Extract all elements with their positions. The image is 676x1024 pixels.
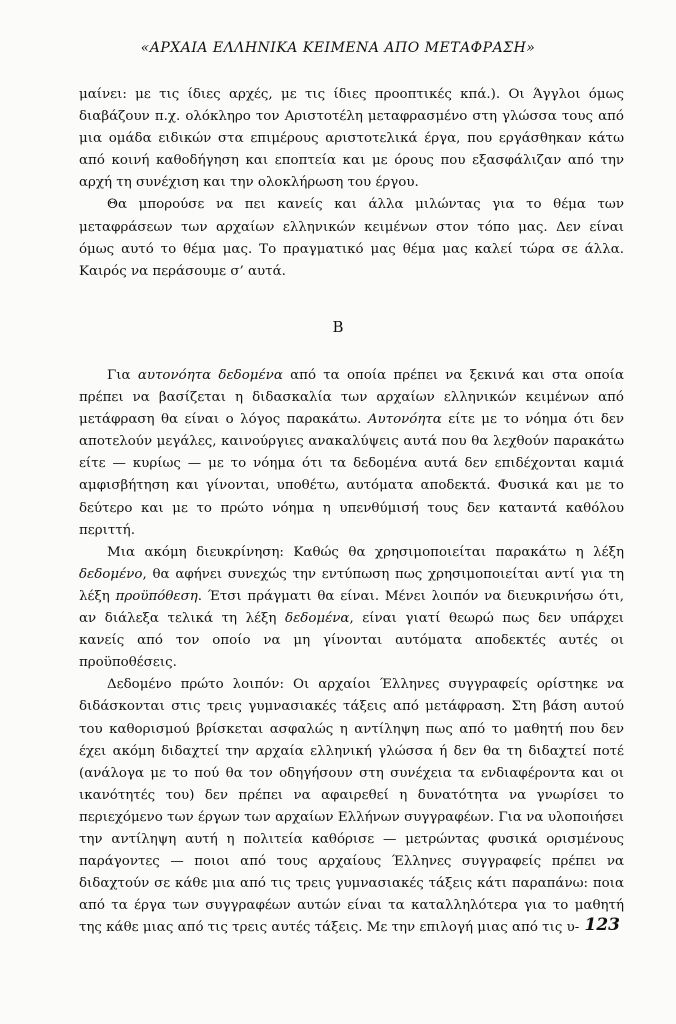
running-title: «ΑΡΧΑΙΑ ΕΛΛΗΝΙΚΑ ΚΕΙΜΕΝΑ ΑΠΟ ΜΕΤΑΦΡΑΣΗ» [140,40,536,56]
emphasis: Αυτονόητα [367,412,442,428]
emphasis: αυτονόητα δεδομένα [137,368,283,383]
section-heading: Β [332,318,344,336]
text-run: . Έτσι πράγματι θα είναι. Μένει λοιπόν να διευκρινήσω ότι, αν διάλεξα τελικά τη λέξη [79,588,624,627]
paragraph: μαίνει: με τις ίδιες αρχές, με τις ίδιες προοπτικές κπά.). Οι Άγγλοι όμως διαβάζουν π.χ. ολόκληρο τον Αριστοτέλη μεταφρασμένο στη γλώσσα τους από μια ομάδα ειδικών στα επιμέρους αριστοτελικά έργα, που εργάσθηκαν κάτω από κοινή καθοδήγηση και εποπτεία και με όρους που εξασφάλιζαν από την αρχή τη συνέχιση και την ολοκλήρωση του έργου. [79,87,624,191]
text-run: Για [107,368,138,383]
emphasis: δεδομένα [285,611,350,627]
page-number: 123 [584,915,620,935]
paragraph: Δεδομένο πρώτο λοιπόν: Οι αρχαίοι Έλληνες συγγραφείς ορίστηκε να διδάσκονται στις τρεις γυμνασιακές τάξεις από μετάφραση. Στη βάση αυτού του καθορισμού βρίσκεται ασφαλώς η αντίληψη πως από το μαθητή που δεν έχει ακόμη διδαχτεί την αρχαία ελληνική γλώσσα ή δεν θα τη διδαχτεί ποτέ (ανάλογα με το πού θα τον οδηγήσουν στη συνέχεια τα ενδιαφέροντα και οι ικανότητές του) δεν πρέπει να αφαιρεθεί η δυνατότητα να γνωρίσει το περιεχόμενο των έργων των αρχαίων Ελλήνων συγγραφέων. Για να υλοποιήσει την αντίληψη αυτή η πολιτεία καθόρισε — μετρώντας φυσικά ορισμένους παράγοντες — ποιοι από τους αρχαίους Έλληνες συγγραφείς πρέπει να διδαχτούν σε κάθε μια από τις τρεις γυμνασιακές τάξεις κάτι παραπάνω: ποια από τα έργα των συγγραφέων αυτών είναι τα καταλληλότερα για το μαθητή της κάθε μιας από τις τρεις αυτές τάξεις. Με την επιλογή μιας από τις υ- [79,677,624,936]
text-run: , είναι γιατί θεωρώ πως δεν υπάρχει κανείς από τον οποίο να μη γίνονται αυτόματα αποδεκτές αυτές οι προϋποθέσεις. [79,611,624,671]
text-run: από τα οποία πρέπει να ξεκινά και στα οποία πρέπει να βασίζεται η διδασκαλία των αρχαίων ελληνικών κειμένων από μετάφραση θα είναι ο λόγος παρακάτω. [79,368,625,428]
text-run: , θα αφήνει συνεχώς την εντύπωση πως χρησιμοποιείται αντί για τη λέξη [79,566,624,604]
paragraph [79,542,624,675]
text-run: είτε με το νόημα ότι δεν αποτελούν μεγάλες, καινούργιες ανακαλύψεις αυτά που θα λεχθούν παρακάτω είτε — κυρίως — με το νόημα ότι τα δεδομένα αυτά δεν επιδέχονται καμιά αμφισβήτηση και γίνονται, υποθέτω, αυτόματα αποδεκτά. Φυσικά και με το δεύτερο και με το πρώτο νόημα η υπενθύμισή τους δεν καταντά καθόλου περιττή. [79,412,624,538]
text-run: Μια ακόμη διευκρίνηση: Καθώς θα χρησιμοποιείται παρακάτω η λέξη [107,544,624,560]
emphasis: προϋπόθεση [115,588,198,604]
paragraph [79,365,624,542]
section-b-text [79,365,624,939]
emphasis: δεδομένο [79,566,143,582]
section-a-text [79,84,624,283]
paragraph: Θα μπορούσε να πει κανείς και άλλα μιλώντας για το θέμα των μεταφράσεων των αρχαίων ελληνικών κειμένων στον τόπο μας. Δεν είναι όμως αυτό το θέμα μας. Το πραγματικό μας θέμα μας καλεί τώρα σε άλλα. Καιρός να περάσουμε σ’ αυτά. [79,197,624,279]
